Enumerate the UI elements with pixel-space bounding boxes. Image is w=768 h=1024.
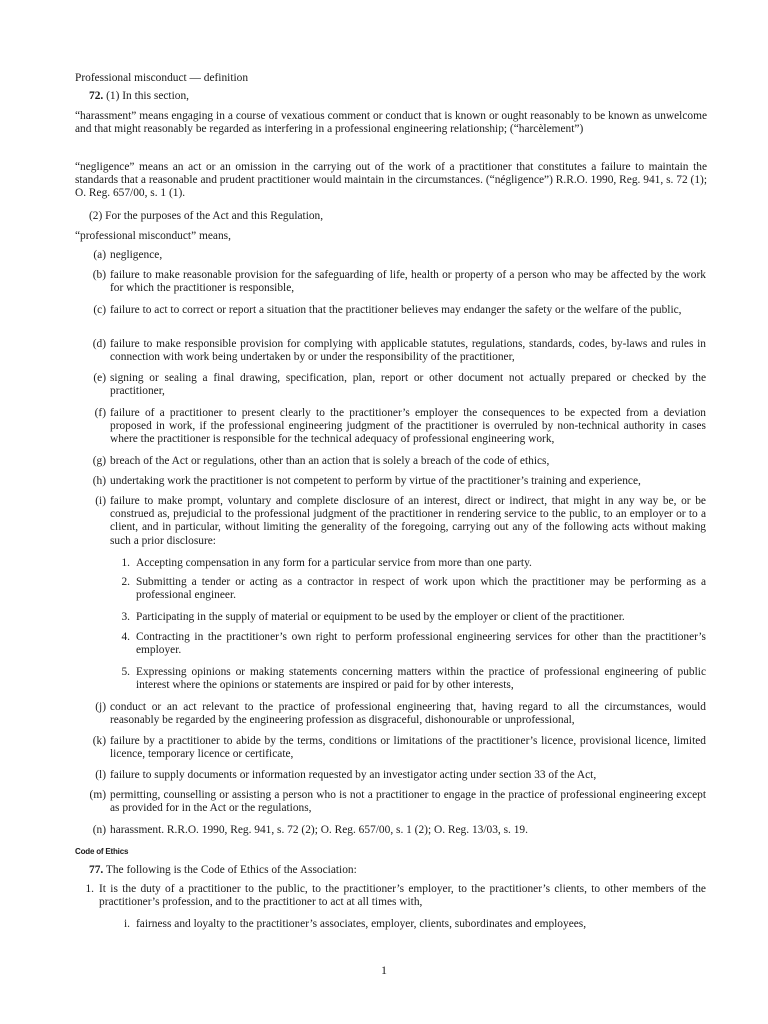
section-text: The following is the Code of Ethics of the Association: [105, 864, 357, 876]
document-page: Professional misconduct — definition 72. (1) In this section, “harassment” means engaging in a course of vexatious comment or conduct that is known or ought reasonably to be known as unwelcome and that might reasonably be regarded as interfering in a professional engineering relationship; (“harcèlement”) “negligence” means an act or an omission in the carrying out of the work of a practitioner that constitutes a failure to maintain the standards that a reasonable and prudent practitioner would maintain in the circumstances. (“négligence”) R.R.O. 1990, Reg. 941, s. 72 (1); O. Reg. 657/00, s. 1 (1). (2) For the purposes of the Act and this Regulation, “professional misconduct” means, (a) negligence, (b) failure to make reasonable provision for the safeguarding of life, health or property of a person who may be affected by the work for which the practitioner is responsible, (c) failure to act to correct or report a situation that the practitioner believes may endanger the safety or the welfare of the public, (d) failure to make responsible provision for complying with applicable statutes, regulations, standards, codes, by-laws and rules in connection with work being undertaken by or under the responsibility of the practitioner, (e) signing or sealing a final drawing, specification, plan, report or other document not actually prepared or checked by the practitioner, (f) failure of a practitioner to present clearly to the practitioner’s employer the consequences to be expected from a deviation proposed in work, if the professional engineering judgment of the practitioner is overruled by non-technical authority in cases where the practitioner is responsible for the technical adequacy of professional engineering work, (g) breach of the Act or regulations, other than an action that is solely a breach of the code of ethics, (h) undertaking work the practitioner is not competent to perform by virtue of the practitioner’s training and experience, (i) failure to make prompt, voluntary and complete disclosure of an interest, direct or indirect, that might in any way be, or be construed as, prejudicial to the professional judgment of the practitioner in rendering service to the public, to an employer or to a client, and in particular, without limiting the generality of the foregoing, carrying out any of the following acts without making such a prior disclosure: 1. Accepting compensation in any form for a particular service from more than one party. 2. Submitting a tender or acting as a contractor in respect of work upon which the practitioner may be performing as a professional engineer. 3. Participating in the supply of material or equipment to be used by the employer or client of the practitioner. 4. Contracting in the practitioner’s own right to perform professional engineering services for other than the practitioner’s employer. 5. Expressing opinions or making statements concerning matters within the practice of professional engineering of public interest where the opinions or statements are inspired or paid for by other interests, (j) conduct or an act relevant to the practice of professional engineering that, having regard to all the circumstances, would reasonably be regarded by the engineering profession as disgraceful, dishonourable or unprofessional, (k) failure by a practitioner to abide by the terms, conditions or limitations of the practitioner’s licence, provisional licence, limited licence, temporary licence or certificate, (l) failure to supply documents or information requested by an investigator acting under section 33 of the Act, (m) permitting, counselling or assisting a person who is not a practitioner to engage in the practice of professional engineering except as provided for in the Act or the regulations, (n) harassment. R.R.O. 1990, Reg. 941, s. 72 (2); O. Reg. 657/00, s. 1 (2); O. Reg. 13/03, s. 19. Code of Ethics 77. The following is the Code of Ethics of the Association: 1. It is the duty of a practitioner to the public, to the practitioner’s employer, to the practitioner’s clients, to other members of the practitioner’s profession, and to the practitioner to act at all times with, i. fairness and loyalty to the practitioner’s associates, employer, clients, subordinates and employees, 1 [0, 0, 768, 1024]
code-of-ethics-heading: Code of Ethics [75, 847, 129, 856]
section-number: 72. [89, 90, 104, 102]
definition-harassment: “harassment” means engaging in a course of vexatious comment or conduct that is known or ought reasonably to be known as unwelcome and that might reasonably be regarded as interfering in a professional engineering relationship; (“harcèlement”) [75, 110, 707, 136]
section-77-intro [89, 864, 357, 877]
section-number: 77. [89, 864, 104, 876]
subsection-2: (2) For the purposes of the Act and this Regulation, [89, 210, 324, 222]
section-heading: Professional misconduct — definition [75, 72, 249, 84]
section-72-intro [89, 90, 189, 103]
definition-professional-misconduct: “professional misconduct” means, [75, 230, 231, 242]
page-number: 1 [381, 963, 387, 977]
definition-negligence: “negligence” means an act or an omission in the carrying out of the work of a practitioner that constitutes a failure to maintain the standards that a reasonable and prudent practitioner would maintain in the circumstances. (“négligence”) R.R.O. 1990, Reg. 941, s. 72 (1); O. Reg. 657/00, s. 1 (1). [75, 161, 707, 200]
section-text: (1) In this section, [106, 90, 189, 102]
